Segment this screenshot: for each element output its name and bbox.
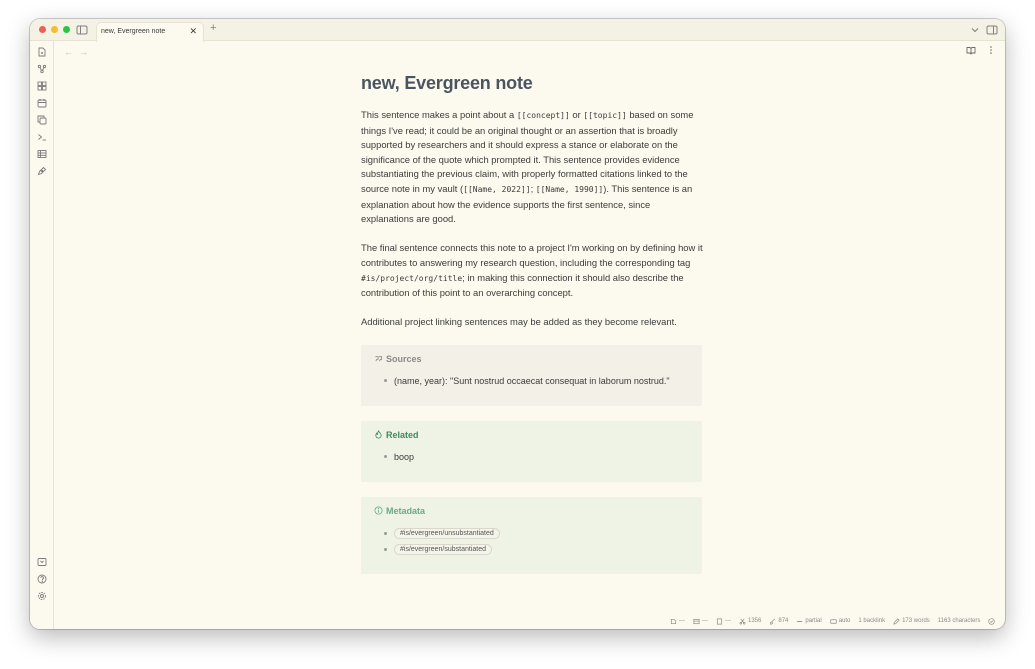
status-count-2-text: 874 (778, 618, 789, 624)
tab-note[interactable] (96, 22, 204, 42)
concept-link[interactable]: [[concept]] (516, 111, 570, 120)
status-words-text: 173 words (902, 618, 930, 624)
scissors-icon (739, 618, 746, 625)
status-sync[interactable] (670, 618, 685, 625)
status-characters[interactable]: 1163 characters (937, 618, 981, 624)
paragraph-1[interactable] (361, 108, 705, 227)
chevron-down-icon[interactable] (969, 24, 981, 36)
bullet-dot (384, 548, 387, 551)
tag-substantiated[interactable]: #is/evergreen/substantiated (394, 544, 492, 555)
list-item (384, 450, 689, 464)
status-auto-text: auto (838, 618, 851, 624)
status-count-1[interactable] (739, 618, 761, 625)
tag-unsubstantiated[interactable]: #is/evergreen/unsubstantiated (394, 528, 500, 539)
p1-text-5: ). This sentence is an explanation about how the evidence supports the first sentence, since explanations are good. (361, 182, 693, 225)
sources-callout-title (374, 354, 689, 364)
quote-icon (374, 354, 383, 363)
status-words[interactable] (893, 618, 930, 625)
related-callout-title (374, 430, 689, 440)
sources-callout[interactable] (361, 345, 702, 406)
new-note-icon[interactable] (37, 47, 47, 57)
close-window-button[interactable] (39, 26, 46, 33)
layout-icon (693, 618, 700, 625)
status-auto[interactable] (830, 618, 851, 625)
list-item (384, 374, 689, 388)
status-backlinks[interactable]: 1 backlink (858, 618, 886, 624)
paragraph-2[interactable] (361, 241, 705, 300)
dash-icon (796, 618, 803, 625)
status-partial[interactable] (796, 618, 821, 625)
p1-text-3: based on some things I've read; it could be an original thought or an assertion that is broadly supported by researchers and it should express a stance or elaborate on the significance of the quote which prompted it. This sentence provides evidence substantiating the previous claim, with properly formatted citations linked to the source note in my vault ( (361, 109, 694, 194)
p2-text-2: ; in making this connection it should also describe the contribution of this point to an overarching concept. (361, 271, 684, 299)
vault-switch-icon[interactable] (37, 557, 47, 567)
minimize-window-button[interactable] (51, 26, 58, 33)
list-item (384, 526, 689, 542)
calendar-icon[interactable] (37, 98, 47, 108)
sidebar-toggle-icon[interactable] (76, 24, 88, 36)
terminal-icon[interactable] (37, 132, 47, 142)
p1-text-4: ; (530, 182, 536, 194)
flame-icon (374, 430, 383, 439)
status-layout-text: --- (702, 618, 708, 624)
bullet-dot (384, 455, 387, 458)
more-options-icon[interactable] (986, 45, 996, 55)
left-ribbon (30, 41, 54, 629)
pen-tool-icon[interactable] (37, 166, 47, 176)
related-item-text: boop (394, 451, 415, 462)
back-arrow-icon[interactable]: ← (64, 47, 73, 57)
status-file-text: --- (725, 618, 731, 624)
status-file[interactable] (716, 618, 731, 625)
citation-link-1990[interactable]: [[Name, 1990]] (535, 184, 604, 194)
metadata-title-text: Metadata (386, 505, 426, 516)
title-bar (30, 19, 1005, 41)
reading-mode-book-icon[interactable] (966, 45, 976, 55)
right-sidebar-toggle-icon[interactable] (986, 24, 998, 36)
p1-text-1: This sentence makes a point about a (361, 109, 517, 120)
pencil-icon (893, 618, 900, 625)
tab-title: new, Evergreen note (101, 28, 166, 35)
table-icon[interactable] (37, 149, 47, 159)
status-count-1-text: 1356 (748, 618, 762, 624)
app-window (30, 19, 1005, 629)
info-icon (374, 506, 383, 515)
source-item-text: (name, year): "Sunt nostrud occaecat consequat in laborum nostrud." (394, 375, 670, 386)
related-callout[interactable] (361, 421, 702, 482)
maximize-window-button[interactable] (63, 26, 70, 33)
citation-link-2022[interactable]: [[Name, 2022]] (463, 184, 531, 194)
new-tab-button[interactable]: + (210, 22, 217, 34)
status-bar (670, 616, 995, 626)
file-icon (716, 618, 723, 625)
sync-icon (670, 618, 677, 625)
brush-icon (769, 618, 776, 625)
list-item (384, 542, 689, 558)
canvas-icon[interactable] (37, 81, 47, 91)
settings-gear-icon[interactable] (37, 591, 47, 601)
paragraph-3[interactable]: Additional project linking sentences may be added as they become relevant. (361, 316, 677, 328)
metadata-callout[interactable] (361, 497, 702, 574)
topic-link[interactable]: [[topic]] (583, 111, 627, 120)
p1-text-2: or (569, 109, 584, 120)
forward-arrow-icon[interactable]: → (79, 47, 88, 57)
help-icon[interactable] (37, 574, 47, 584)
note-title[interactable]: new, Evergreen note (361, 73, 533, 93)
project-tag[interactable]: #is/project/org/title (361, 273, 463, 283)
bullet-dot (384, 532, 387, 535)
metadata-callout-title (374, 506, 689, 516)
graph-icon[interactable] (37, 64, 47, 74)
related-title-text: Related (386, 429, 419, 440)
status-sync-text: --- (679, 618, 685, 624)
p2-text-1: The final sentence connects this note to a project I'm working on by defining how it contributes to answering my research question, including the corresponding tag (361, 242, 703, 268)
status-partial-text: partial (805, 618, 822, 624)
check-circle-icon[interactable] (988, 618, 995, 625)
status-count-2[interactable] (769, 618, 788, 625)
status-layout[interactable] (693, 618, 708, 625)
note-editor[interactable] (361, 73, 705, 589)
tab-close-icon[interactable]: ✕ (189, 26, 197, 36)
keyboard-icon (830, 618, 837, 625)
sources-title-text: Sources (386, 353, 422, 364)
bullet-dot (384, 379, 387, 382)
copy-icon[interactable] (37, 115, 47, 125)
